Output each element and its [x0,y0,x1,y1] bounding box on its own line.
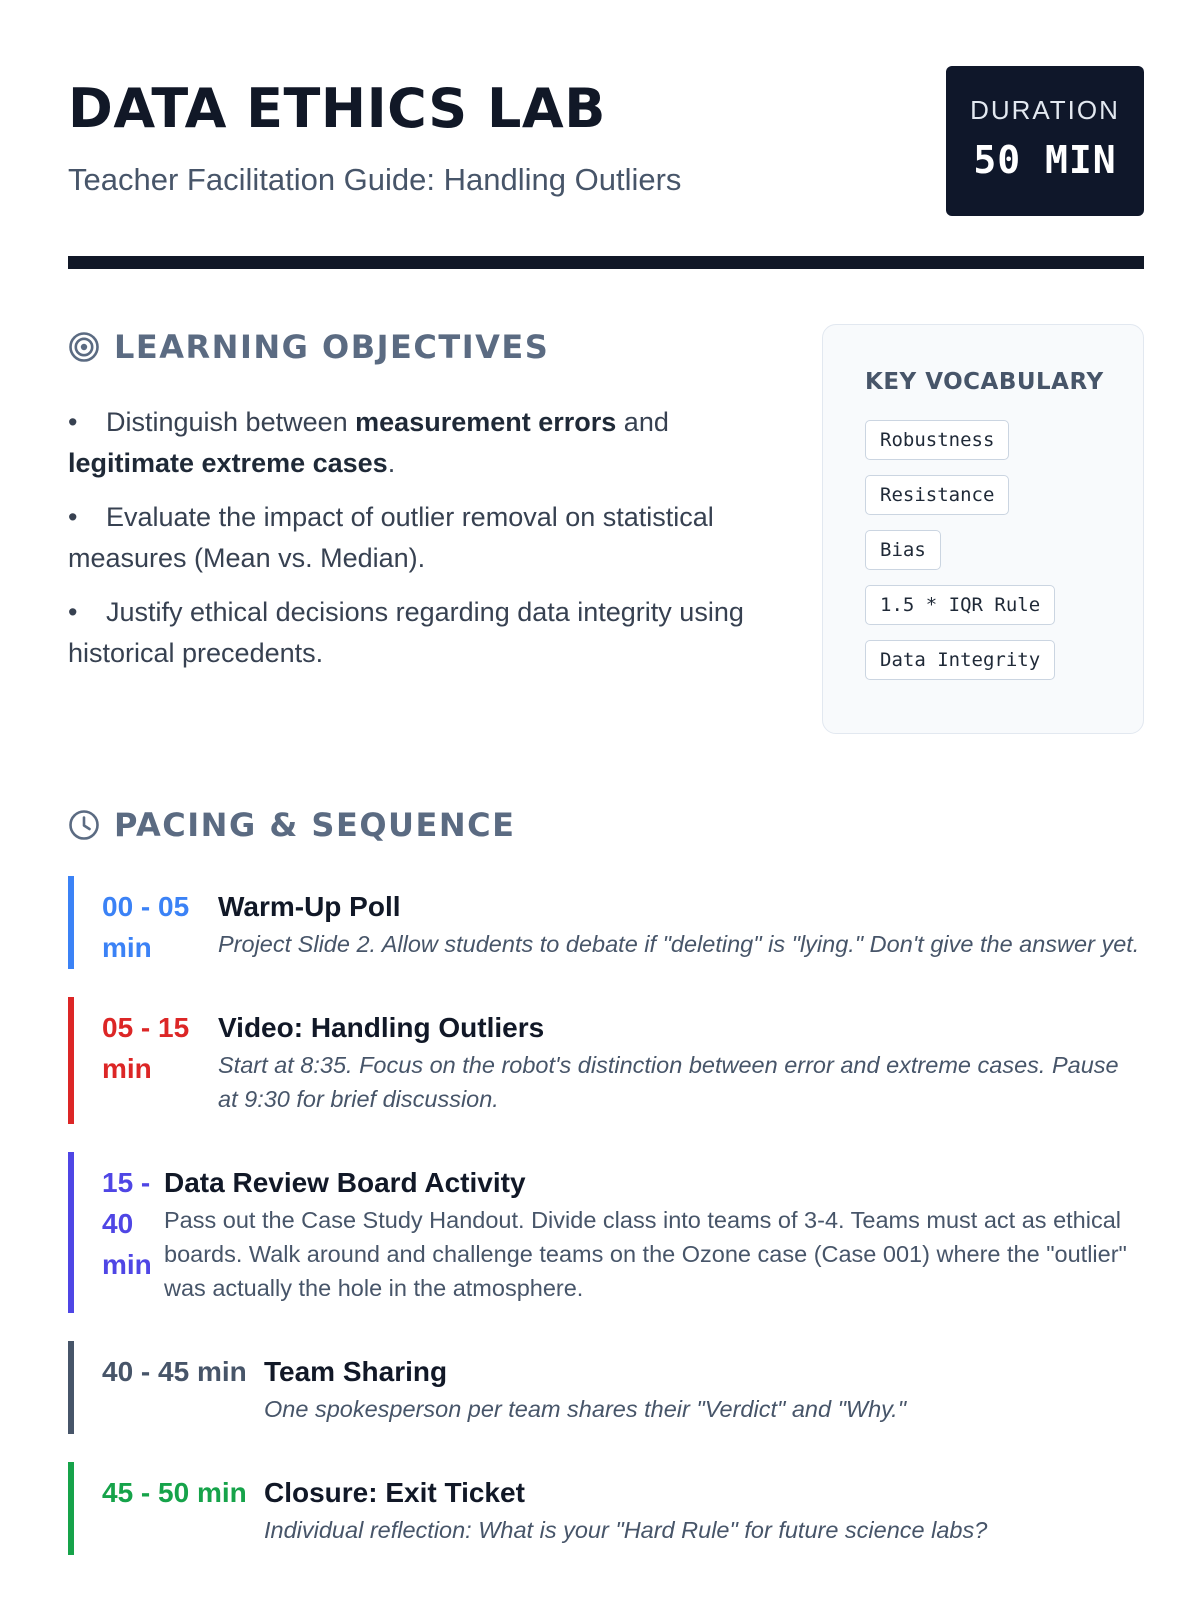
phase-description: Project Slide 2. Allow students to debate if "deleting" is "lying." Don't give the answer yet. [218,931,1140,957]
objective-emphasis: legitimate extreme cases [68,448,388,478]
key-vocabulary-card [822,324,1144,734]
vocab-chip-iqr-rule: 1.5 * IQR Rule [865,585,1055,625]
phase-description: Pass out the Case Study Handout. Divide class into teams of 3-4. Teams must act as ethical boards. Walk around and challenge teams on the Ozone case (Case 001) where the "outlier" was actually the hole in the atmosphere. [164,1207,1127,1301]
phase-time: 45 - 50 min [102,1477,247,1508]
phase-row [68,1462,1144,1555]
vocab-chip-resistance: Resistance [865,475,1009,515]
phase-title: Closure: Exit Ticket [264,1477,525,1508]
page-header [68,66,1144,216]
phase-body [164,1152,1144,1313]
phase-row [68,1152,1144,1313]
phase-body [264,1462,987,1555]
phase-title: Team Sharing [264,1356,448,1387]
phase-row [68,876,1144,969]
phase-time: 00 - 05 min [102,891,190,963]
pacing-timeline [68,876,1144,1583]
phase-body [264,1341,906,1434]
phase-row [68,1341,1144,1434]
duration-value: 50 MIN [973,138,1117,182]
phase-title: Video: Handling Outliers [218,1012,545,1043]
pacing-heading [68,806,515,844]
phase-description: Start at 8:35. Focus on the robot's distinction between error and extreme cases. Pause at 9:30 for brief discussion. [218,1052,1119,1112]
duration-label: DURATION [970,95,1120,125]
phase-row [68,997,1144,1124]
phase-title: Data Review Board Activity [164,1167,526,1198]
objective-item [68,402,768,484]
phase-time: 15 - 40 min [102,1167,152,1280]
pacing-heading-text: PACING & SEQUENCE [114,806,516,844]
target-icon [68,331,100,363]
objective-item [68,592,768,674]
phase-body [218,876,1139,969]
objectives-heading-text: LEARNING OBJECTIVES [114,328,550,366]
vocab-chip-data-integrity: Data Integrity [865,640,1055,680]
phase-description: One spokesperson per team shares their "Verdict" and "Why." [264,1396,907,1422]
page-title: DATA ETHICS LAB [68,77,606,140]
vocab-chip-bias: Bias [865,530,941,570]
objective-text: Evaluate the impact of outlier removal on statistical measures (Mean vs. Median). [68,502,714,573]
objective-emphasis: measurement errors [355,407,617,437]
objective-text: Distinguish between [106,407,356,437]
objectives-list [68,402,768,687]
objective-text: . [387,448,396,478]
header-divider [68,256,1144,269]
phase-body [218,997,1144,1124]
phase-title: Warm-Up Poll [218,891,401,922]
vocab-chip-robustness: Robustness [865,420,1009,460]
phase-time: 05 - 15 min [102,1012,190,1084]
objective-text: Justify ethical decisions regarding data integrity using historical precedents. [68,597,744,668]
vocabulary-list [865,420,1055,695]
phase-description: Individual reflection: What is your "Hard Rule" for future science labs? [264,1517,988,1543]
vocabulary-title: KEY VOCABULARY [865,369,1104,395]
objectives-heading [68,328,549,366]
objective-text: and [616,407,669,437]
clock-icon [68,809,100,841]
duration-badge [946,66,1144,216]
page-subtitle: Teacher Facilitation Guide: Handling Outliers [68,162,682,197]
phase-time: 40 - 45 min [102,1356,247,1387]
objective-item [68,497,768,579]
